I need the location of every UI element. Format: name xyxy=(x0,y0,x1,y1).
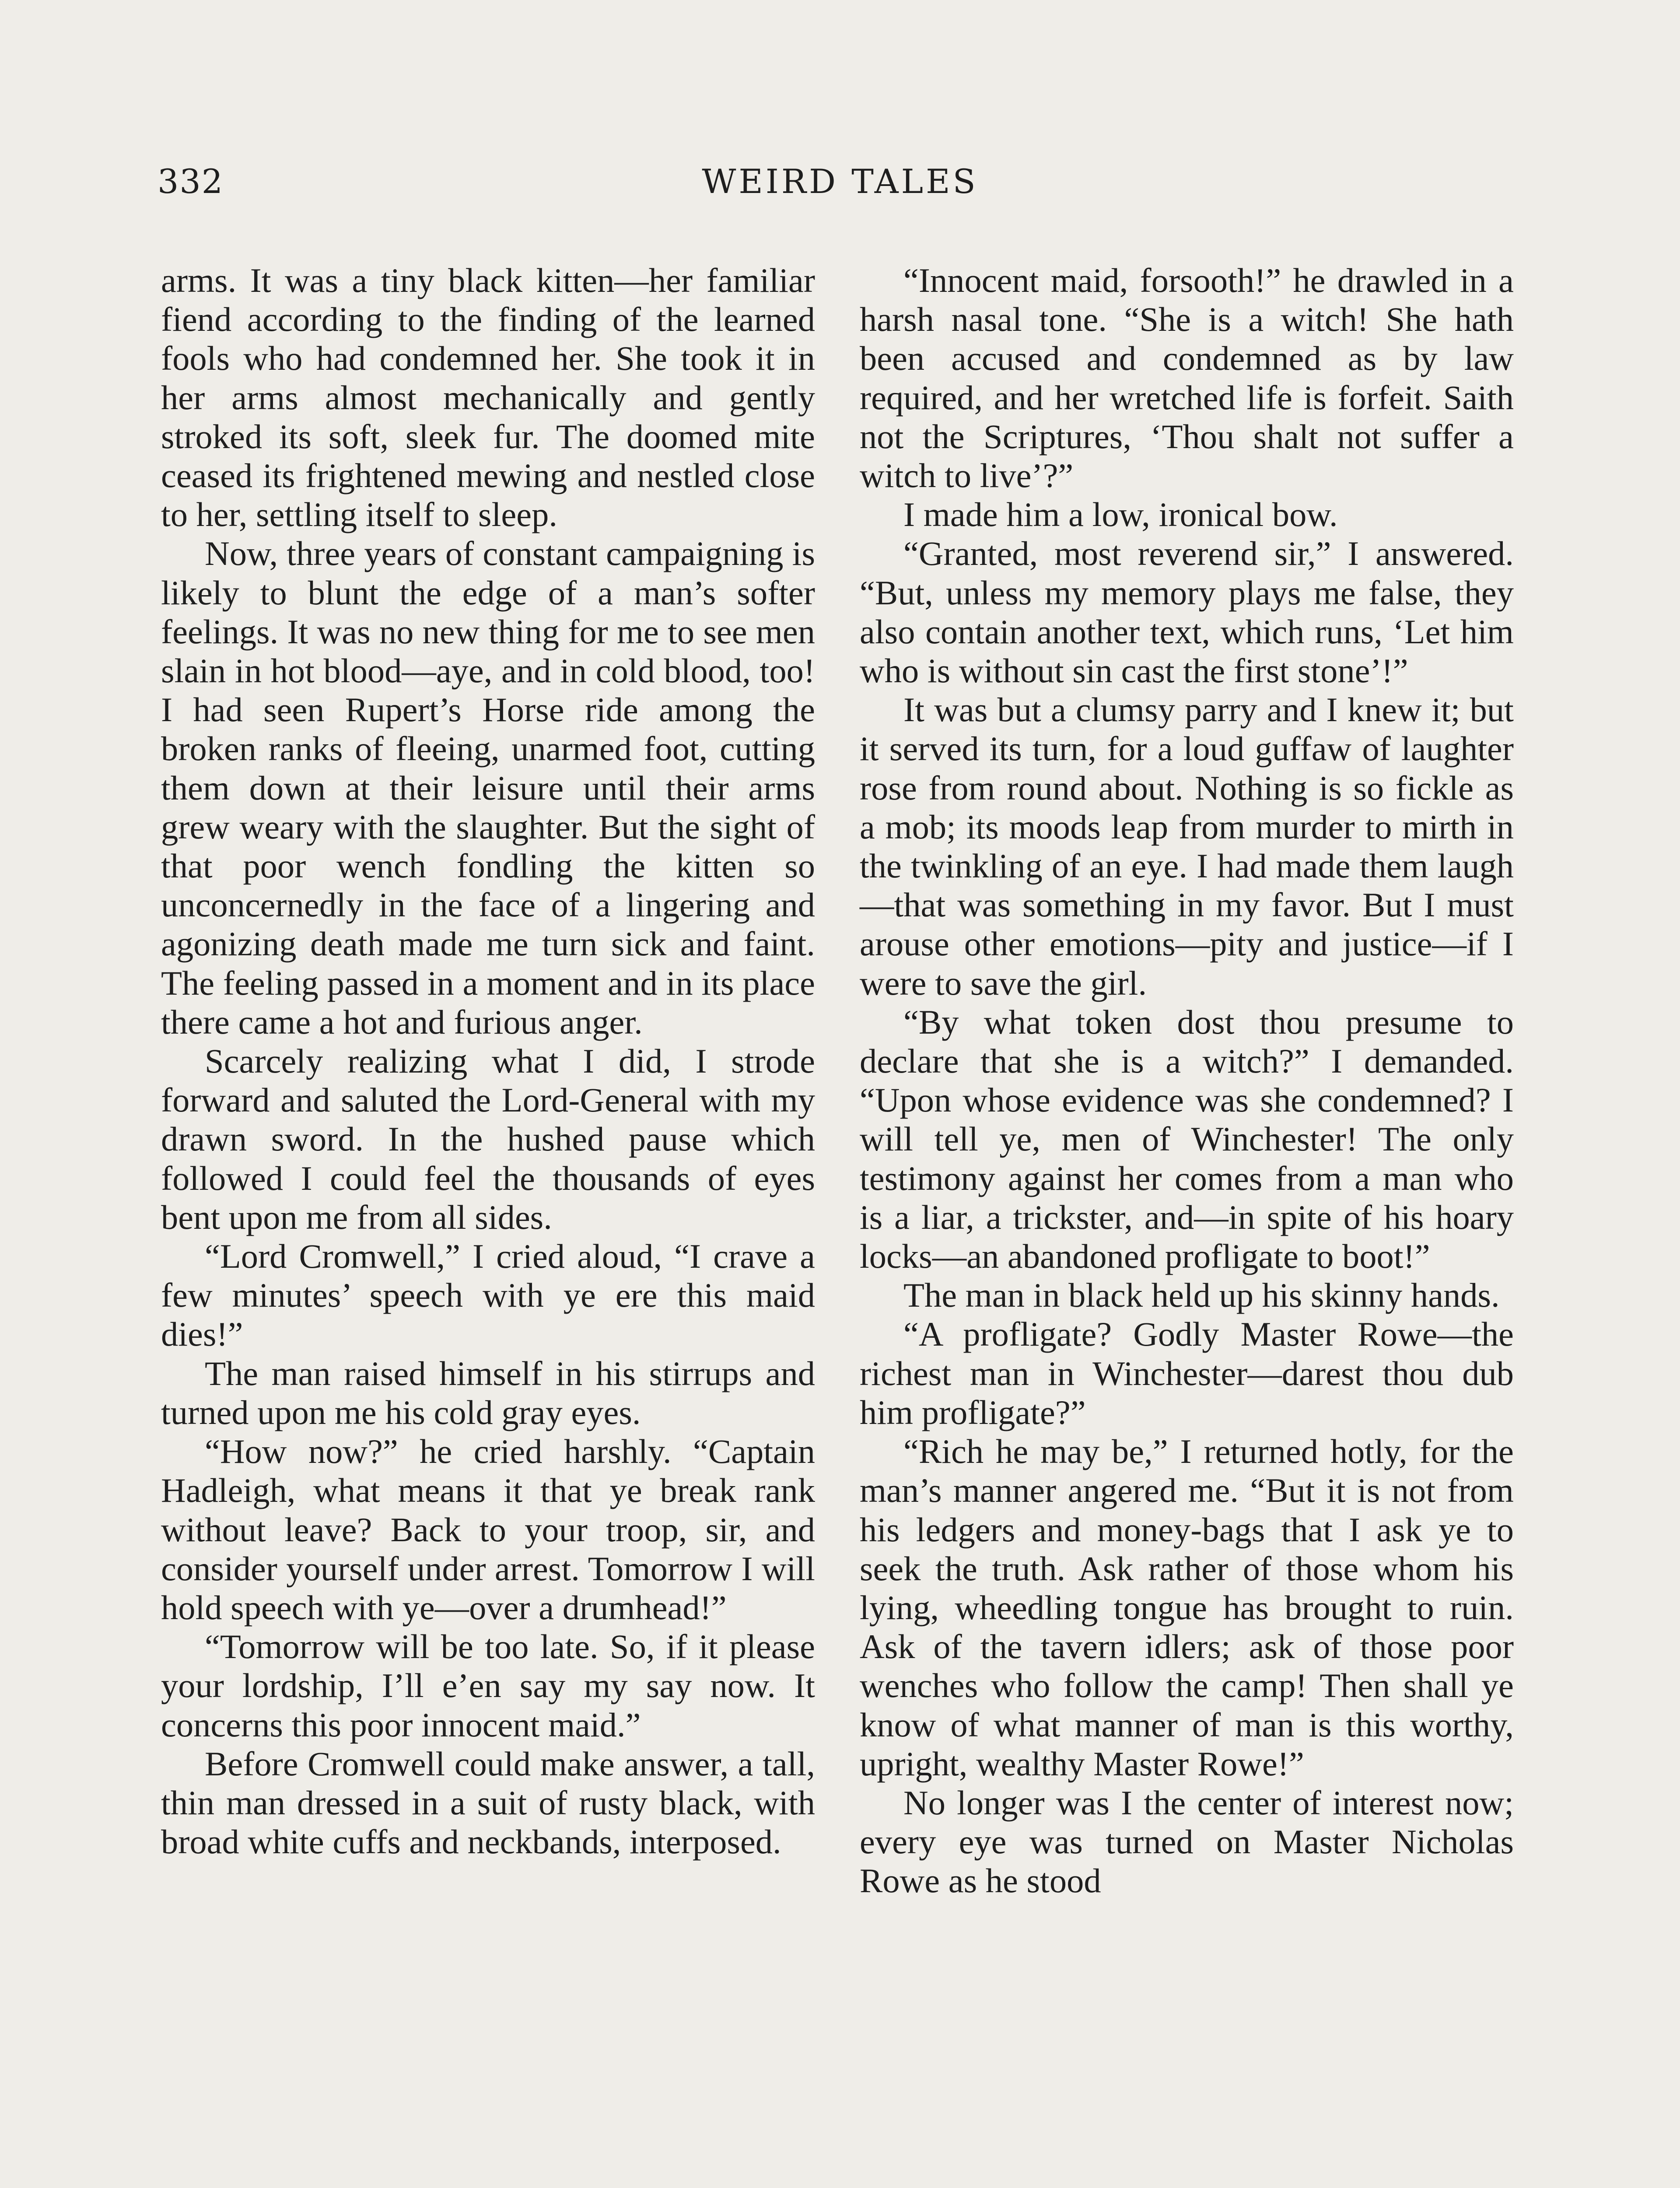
right-column xyxy=(860,261,1514,1900)
page-header xyxy=(158,162,1522,206)
paragraph: Now, three years of constant campaigning is likely to blunt the edge of a man’s softer feelings. It was no new thing for me to see men slain in hot blood—aye, and in cold blood, too! I had seen Rupert’s Horse ride among the broken ranks of fleeing, unarmed foot, cutting them down at their leisure until their arms grew weary with the slaughter. But the sight of that poor wench fondling the kitten so unconcernedly in the face of a lingering and agonizing death made me turn sick and faint. The feeling passed in a moment and in its place there came a hot and furious anger. xyxy=(161,534,815,1041)
paragraph: “Rich he may be,” I returned hotly, for the man’s manner angered me. “But it is not from his ledgers and money-bags that I ask ye to seek the truth. Ask rather of those whom his lying, wheedling tongue has brought to ruin. Ask of the tavern idlers; ask of those poor wenches who follow the camp! Then shall ye know of what manner of man is this worthy, upright, wealthy Master Rowe!” xyxy=(860,1432,1514,1783)
paragraph: The man raised himself in his stirrups and turned upon me his cold gray eyes. xyxy=(161,1354,815,1431)
left-column xyxy=(161,261,815,1861)
paragraph: No longer was I the center of interest now; every eye was turned on Master Nicholas Rowe as he stood xyxy=(860,1783,1514,1900)
running-title: WEIRD TALES xyxy=(702,162,978,201)
paragraph: “Lord Cromwell,” I cried aloud, “I crave a few minutes’ speech with ye ere this maid dies!” xyxy=(161,1237,815,1353)
paragraph: “A profligate? Godly Master Rowe—the richest man in Winchester—darest thou dub him profligate?” xyxy=(860,1315,1514,1431)
paragraph: Before Cromwell could make answer, a tall, thin man dressed in a suit of rusty black, with broad white cuffs and neckbands, interposed. xyxy=(161,1744,815,1861)
paragraph: I made him a low, ironical bow. xyxy=(903,495,1338,534)
paragraph: “Granted, most reverend sir,” I answered. “But, unless my memory plays me false, they also contain another text, which runs, ‘Let him who is without sin cast the first stone’!” xyxy=(860,534,1514,690)
paragraph: “How now?” he cried harshly. “Captain Hadleigh, what means it that ye break rank without leave? Back to your troop, sir, and consider yourself under arrest. Tomorrow I will hold speech with ye—over a drumhead!” xyxy=(161,1432,815,1627)
paragraph: The man in black held up his skinny hands. xyxy=(903,1276,1500,1315)
paragraph: arms. It was a tiny black kitten—her familiar fiend according to the finding of the learned fools who had condemned her. She took it in her arms almost mechanically and gently stroked its soft, sleek fur. The doomed mite ceased its frightened mewing and nestled close to her, settling itself to sleep. xyxy=(161,261,815,534)
page-number: 332 xyxy=(158,162,224,201)
paragraph: “Innocent maid, forsooth!” he drawled in a harsh nasal tone. “She is a witch! She hath been accused and condemned as by law required, and her wretched life is forfeit. Saith not the Scriptures, ‘Thou shalt not suffer a witch to live’?” xyxy=(860,261,1514,495)
paragraph: It was but a clumsy parry and I knew it; but it served its turn, for a loud guffaw of laughter rose from round about. Nothing is so fickle as a mob; its moods leap from murder to mirth in the twinkling of an eye. I had made them laugh—that was something in my favor. But I must arouse other emotions—pity and justice—if I were to save the girl. xyxy=(860,691,1514,1002)
paragraph: Scarcely realizing what I did, I strode forward and saluted the Lord-General with my drawn sword. In the hushed pause which followed I could feel the thousands of eyes bent upon me from all sides. xyxy=(161,1042,815,1236)
paragraph: “Tomorrow will be too late. So, if it please your lordship, I’ll e’en say my say now. It concerns this poor innocent maid.” xyxy=(161,1627,815,1744)
paragraph: “By what token dost thou presume to declare that she is a witch?” I demanded. “Upon whose evidence was she condemned? I will tell ye, men of Winchester! The only testimony against her comes from a man who is a liar, a trickster, and—in spite of his hoary locks—an abandoned profligate to boot!” xyxy=(860,1003,1514,1276)
